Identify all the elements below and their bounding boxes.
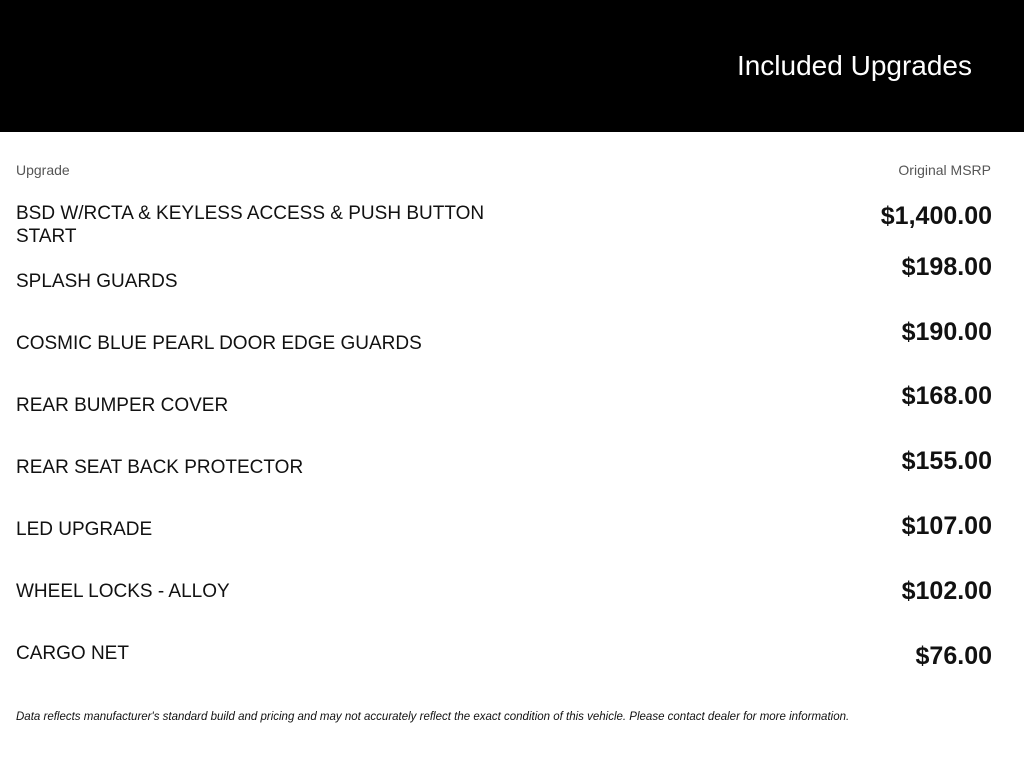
table-row — [0, 376, 1024, 438]
upgrade-price: $168.00 — [901, 382, 992, 410]
table-row — [0, 252, 1024, 314]
upgrade-name: SPLASH GUARDS — [16, 271, 178, 292]
upgrade-price: $155.00 — [901, 447, 992, 475]
table-row — [0, 624, 1024, 686]
upgrade-name: COSMIC BLUE PEARL DOOR EDGE GUARDS — [16, 333, 422, 354]
upgrades-table — [0, 132, 1024, 686]
upgrade-name: CARGO NET — [16, 643, 129, 664]
column-header-upgrade: Upgrade — [16, 162, 70, 178]
upgrade-name: BSD W/RCTA & KEYLESS ACCESS & PUSH BUTTON START — [16, 203, 485, 247]
upgrade-price: $1,400.00 — [880, 202, 992, 230]
table-row — [0, 184, 1024, 252]
upgrade-name: WHEEL LOCKS - ALLOY — [16, 581, 230, 602]
table-row — [0, 438, 1024, 500]
table-header — [0, 132, 1024, 184]
upgrade-name: LED UPGRADE — [16, 519, 153, 540]
upgrade-name: REAR SEAT BACK PROTECTOR — [16, 457, 304, 478]
upgrade-name: REAR BUMPER COVER — [16, 395, 229, 416]
upgrade-price: $190.00 — [901, 318, 992, 346]
disclaimer-text: Data reflects manufacturer's standard build and pricing and may not accurately reflect the exact condition of this vehicle. Please contact dealer for more information. — [16, 711, 850, 723]
upgrade-price: $76.00 — [915, 642, 992, 670]
column-header-msrp: Original MSRP — [898, 162, 991, 178]
upgrade-price: $102.00 — [901, 577, 992, 605]
upgrade-price: $198.00 — [901, 253, 992, 281]
header-bar — [0, 0, 1024, 132]
upgrade-price: $107.00 — [901, 512, 992, 540]
table-row — [0, 562, 1024, 624]
table-row — [0, 314, 1024, 376]
table-body — [0, 184, 1024, 686]
table-row — [0, 500, 1024, 562]
page-title: Included Upgrades — [736, 50, 972, 81]
